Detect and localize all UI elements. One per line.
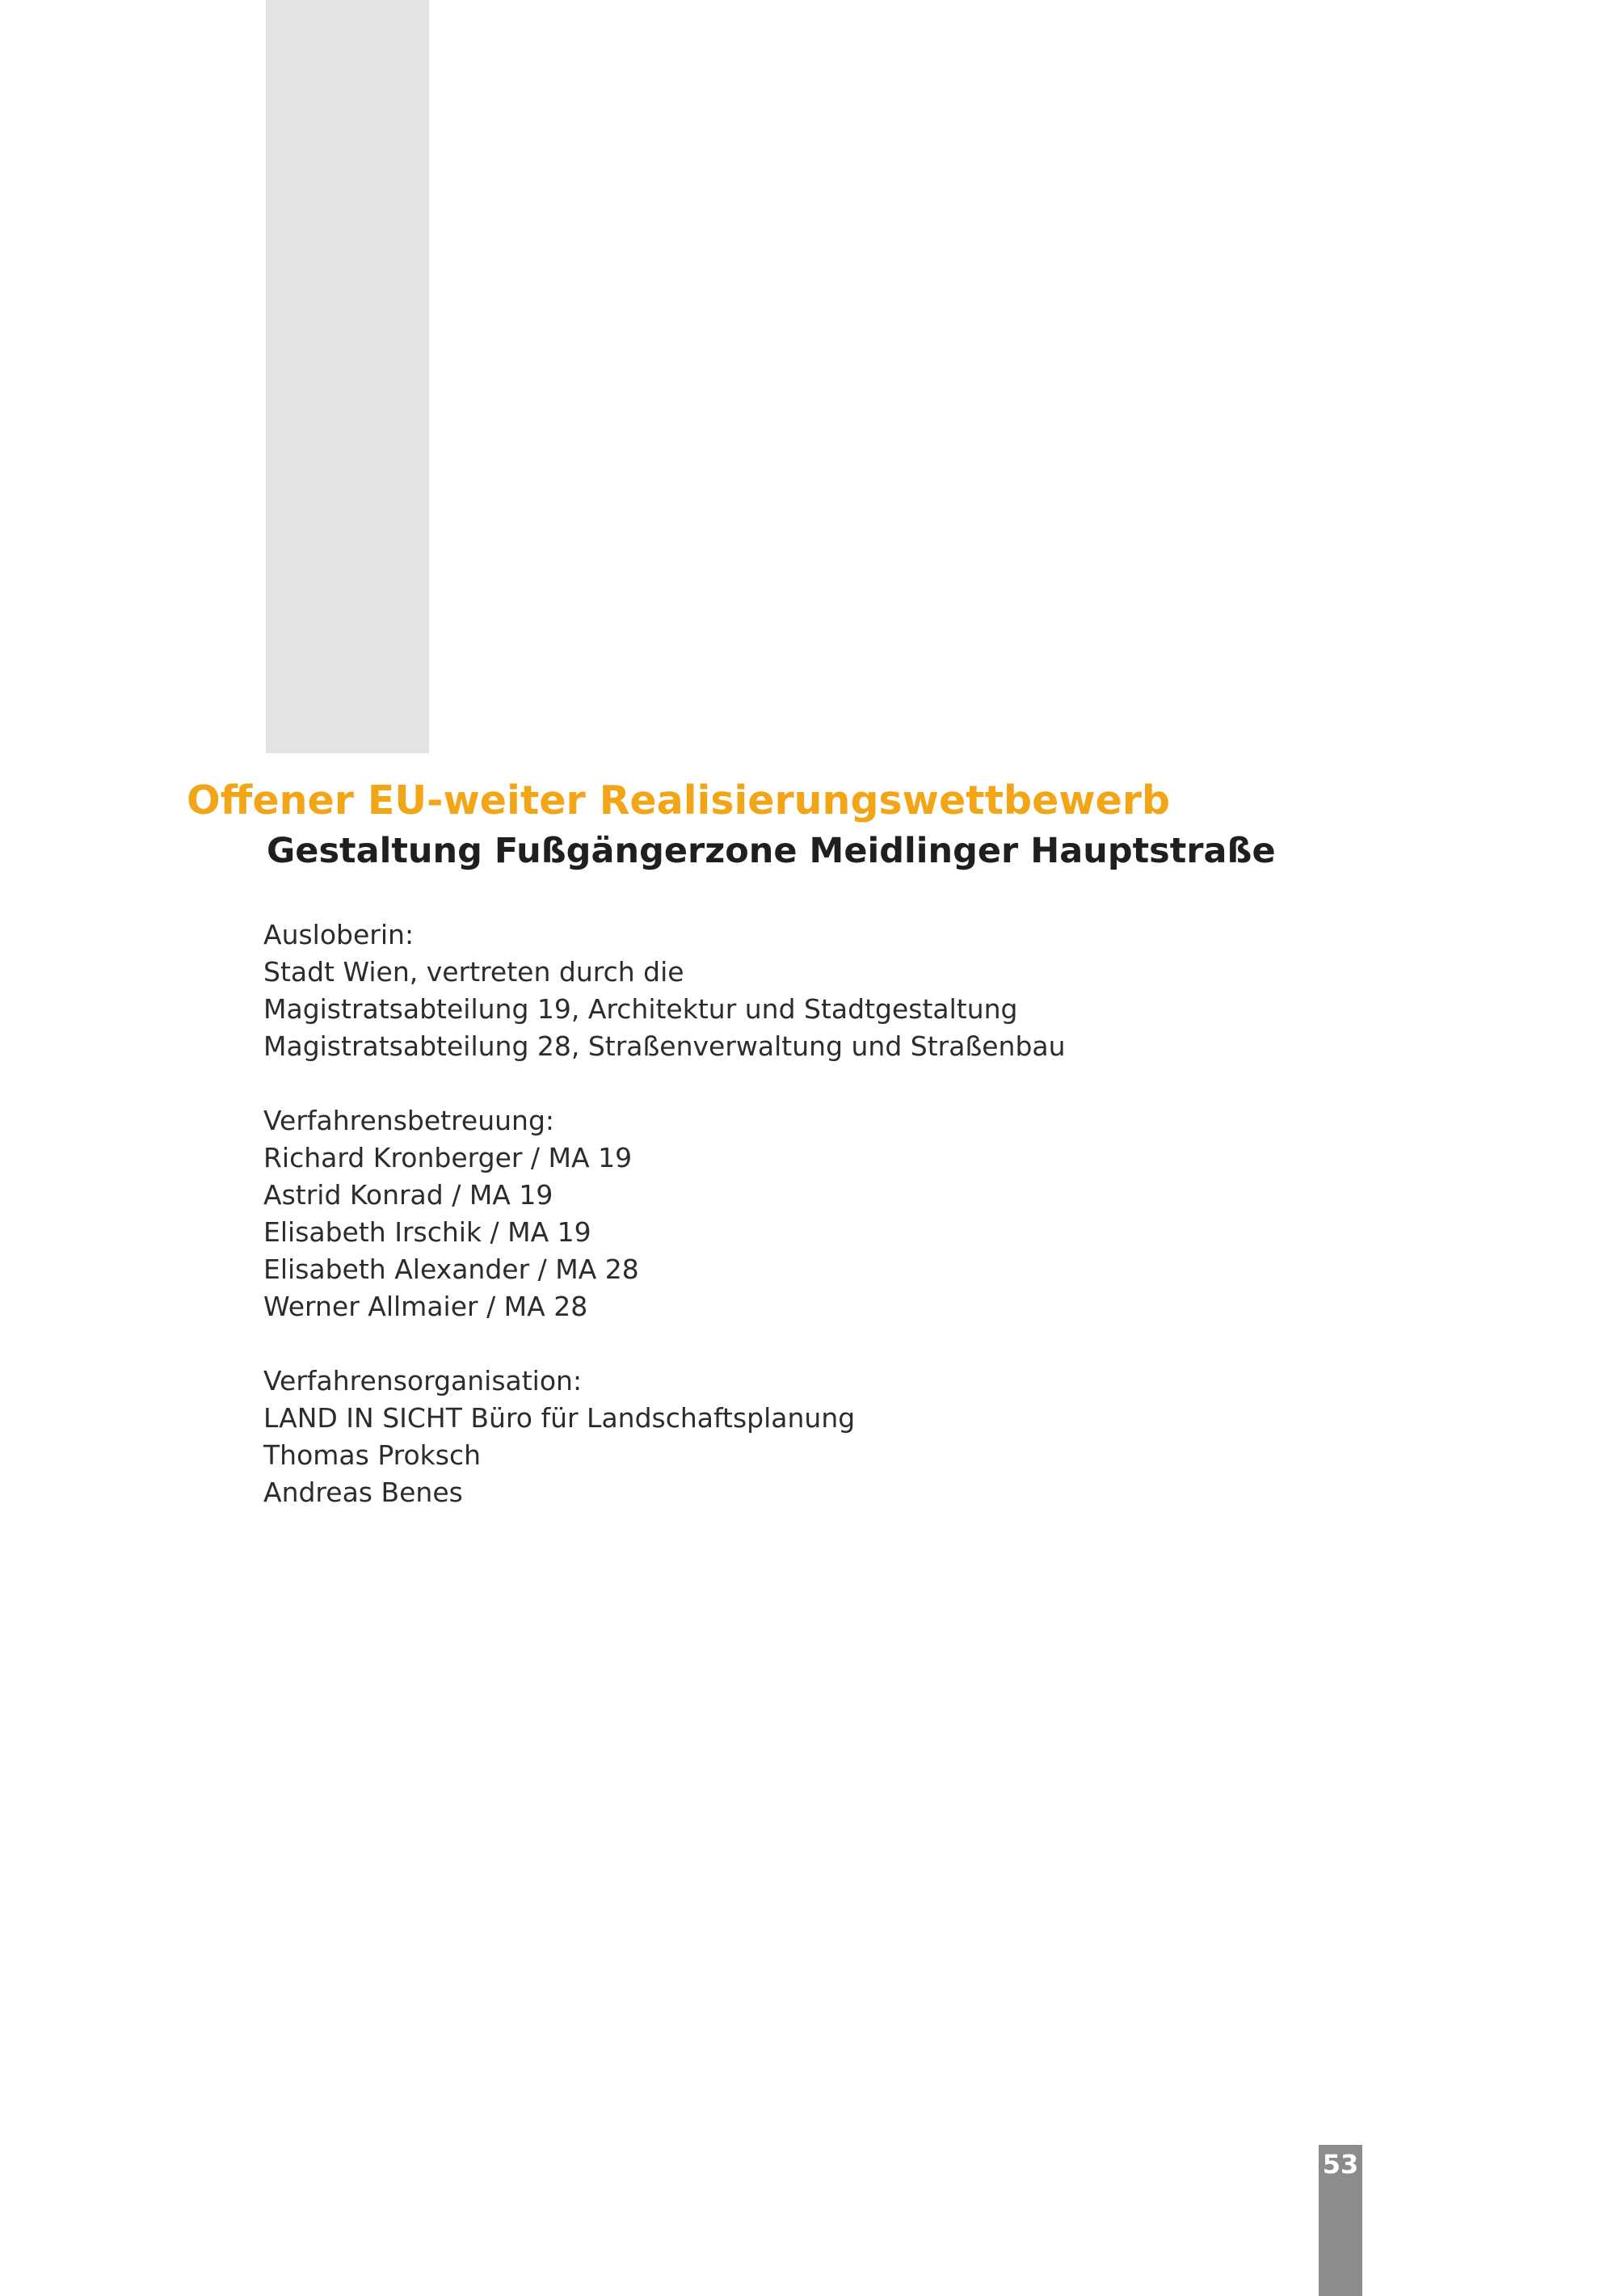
page-title: Offener EU-weiter Realisierungswettbewerb xyxy=(187,777,1171,824)
text-line: Elisabeth Alexander / MA 28 xyxy=(263,1253,639,1285)
section-verfahrensorganisation xyxy=(263,1363,1314,1511)
section-ausloberin xyxy=(263,916,1314,1065)
text-line: Magistratsabteilung 28, Straßenverwaltung und Straßenbau xyxy=(263,1030,1066,1062)
text-line: Magistratsabteilung 19, Architektur und Stadtgestaltung xyxy=(263,993,1018,1025)
section-heading: Verfahrensbetreuung: xyxy=(263,1105,555,1136)
body-content xyxy=(263,916,1314,1548)
decorative-gray-bar xyxy=(266,0,429,753)
text-line: Elisabeth Irschik / MA 19 xyxy=(263,1216,591,1248)
text-line: Thomas Proksch xyxy=(263,1439,482,1471)
text-line: Astrid Konrad / MA 19 xyxy=(263,1179,553,1211)
page-subtitle: Gestaltung Fußgängerzone Meidlinger Hauptstraße xyxy=(267,831,1276,871)
section-heading: Ausloberin: xyxy=(263,919,415,950)
page-number: 53 xyxy=(1322,2149,1359,2180)
section-heading: Verfahrensorganisation: xyxy=(263,1365,583,1397)
text-line: LAND IN SICHT Büro für Landschaftsplanung xyxy=(263,1402,856,1434)
text-line: Werner Allmaier / MA 28 xyxy=(263,1291,588,1322)
section-verfahrensbetreuung xyxy=(263,1102,1314,1325)
text-line: Richard Kronberger / MA 19 xyxy=(263,1142,633,1173)
text-line: Andreas Benes xyxy=(263,1477,463,1508)
text-line: Stadt Wien, vertreten durch die xyxy=(263,956,684,988)
